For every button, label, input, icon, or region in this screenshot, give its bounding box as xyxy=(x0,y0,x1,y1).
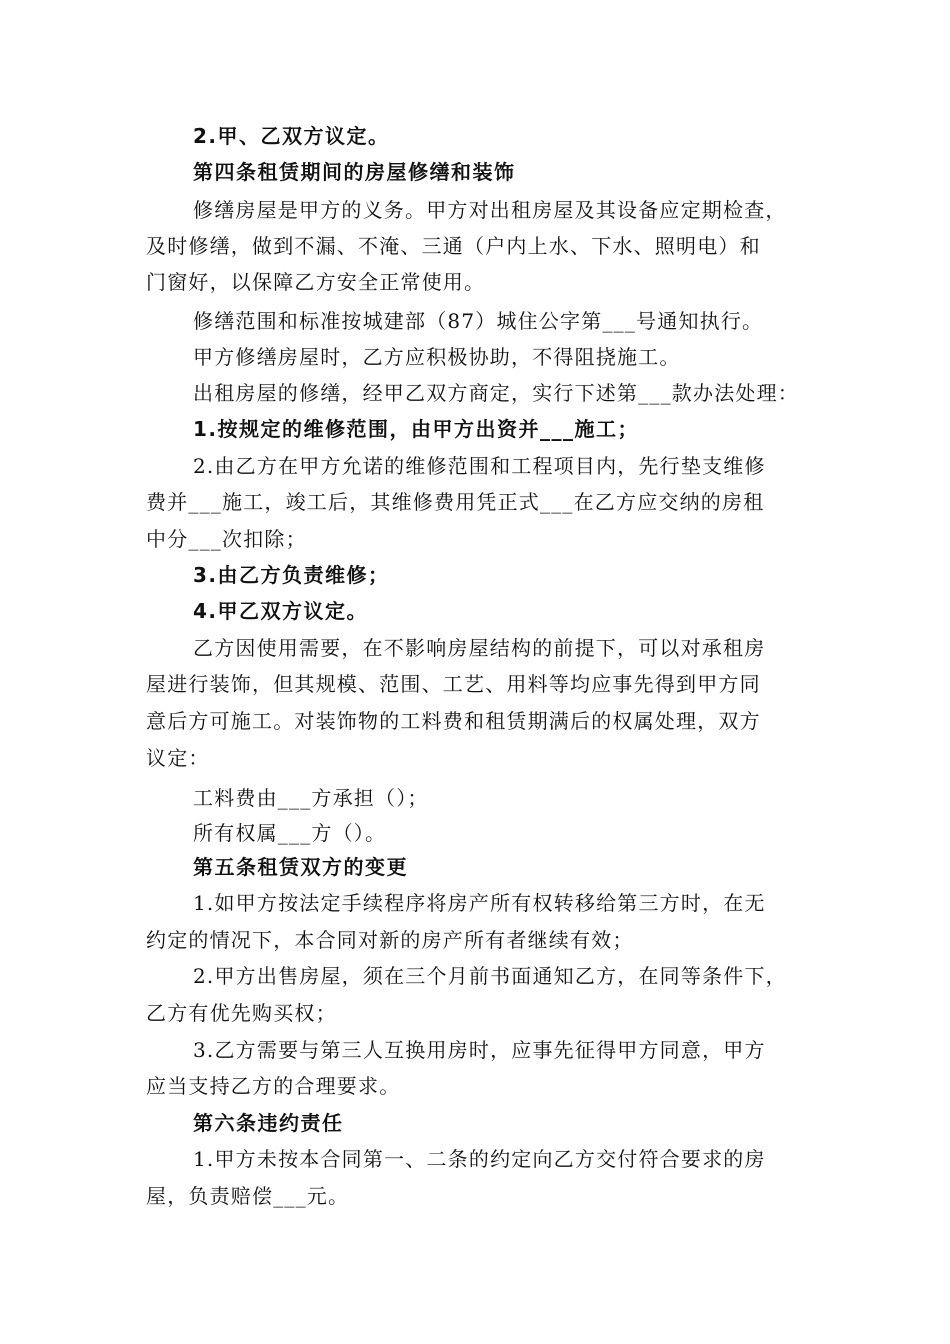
paragraph-line: 约定的情况下，本合同对新的房产所有者继续有效； xyxy=(146,928,634,952)
repair-option-4: 4.甲乙双方议定。 xyxy=(193,599,369,623)
paragraph-line: 中分___次扣除； xyxy=(146,527,307,551)
repair-option-3: 3.由乙方负责维修； xyxy=(193,563,390,587)
paragraph-line: 1.甲方未按本合同第一、二条的约定向乙方交付符合要求的房 xyxy=(193,1147,766,1171)
paragraph-line: 所有权属___方（）。 xyxy=(193,821,387,845)
article-6-heading: 第六条违约责任 xyxy=(193,1111,344,1135)
article-5-heading: 第五条租赁双方的变更 xyxy=(193,855,408,879)
paragraph-line: 费并___施工，竣工后，其维修费用凭正式___在乙方应交纳的房租 xyxy=(146,490,765,514)
paragraph-line: 出租房屋的修缮，经甲乙双方商定，实行下述第___款办法处理： xyxy=(193,381,799,405)
paragraph-line: 及时修缮，做到不漏、不淹、三通（户内上水、下水、照明电）和 xyxy=(146,234,761,258)
paragraph-line: 3.乙方需要与第三人互换用房时，应事先征得甲方同意，甲方 xyxy=(193,1038,766,1062)
paragraph-line: 1.如甲方按法定手续程序将房产所有权转移给第三方时，在无 xyxy=(193,891,766,915)
paragraph-line: 修缮范围和标准按城建部（87）城住公字第___号通知执行。 xyxy=(193,309,764,333)
clause-2-agreed: 2.甲、乙双方议定。 xyxy=(193,124,390,148)
article-4-heading: 第四条租赁期间的房屋修缮和装饰 xyxy=(193,160,516,184)
repair-option-1: 1.按规定的维修范围，由甲方出资并___施工； xyxy=(193,417,640,441)
paragraph-line: 工料费由___方承担（）； xyxy=(193,786,429,810)
paragraph-line: 应当支持乙方的合理要求。 xyxy=(146,1074,401,1098)
paragraph-line: 议定： xyxy=(146,746,210,770)
paragraph-line: 屋，负责赔偿___元。 xyxy=(146,1184,350,1208)
paragraph-line: 屋进行装饰，但其规模、范围、工艺、用料等均应事先得到甲方同 xyxy=(146,672,761,696)
repair-option-2: 2.由乙方在甲方允诺的维修范围和工程项目内，先行垫支维修 xyxy=(193,454,766,478)
paragraph-line: 2.甲方出售房屋，须在三个月前书面通知乙方，在同等条件下， xyxy=(193,964,787,988)
paragraph-line: 甲方修缮房屋时，乙方应积极协助，不得阻挠施工。 xyxy=(193,345,681,369)
paragraph-line: 意后方可施工。对装饰物的工料费和租赁期满后的权属处理，双方 xyxy=(146,709,761,733)
paragraph-line: 乙方有优先购买权； xyxy=(146,1001,337,1025)
paragraph-line: 乙方因使用需要，在不影响房屋结构的前提下，可以对承租房 xyxy=(193,636,766,660)
paragraph-line: 门窗好，以保障乙方安全正常使用。 xyxy=(146,270,486,294)
paragraph-line: 修缮房屋是甲方的义务。甲方对出租房屋及其设备应定期检查， xyxy=(193,198,787,222)
